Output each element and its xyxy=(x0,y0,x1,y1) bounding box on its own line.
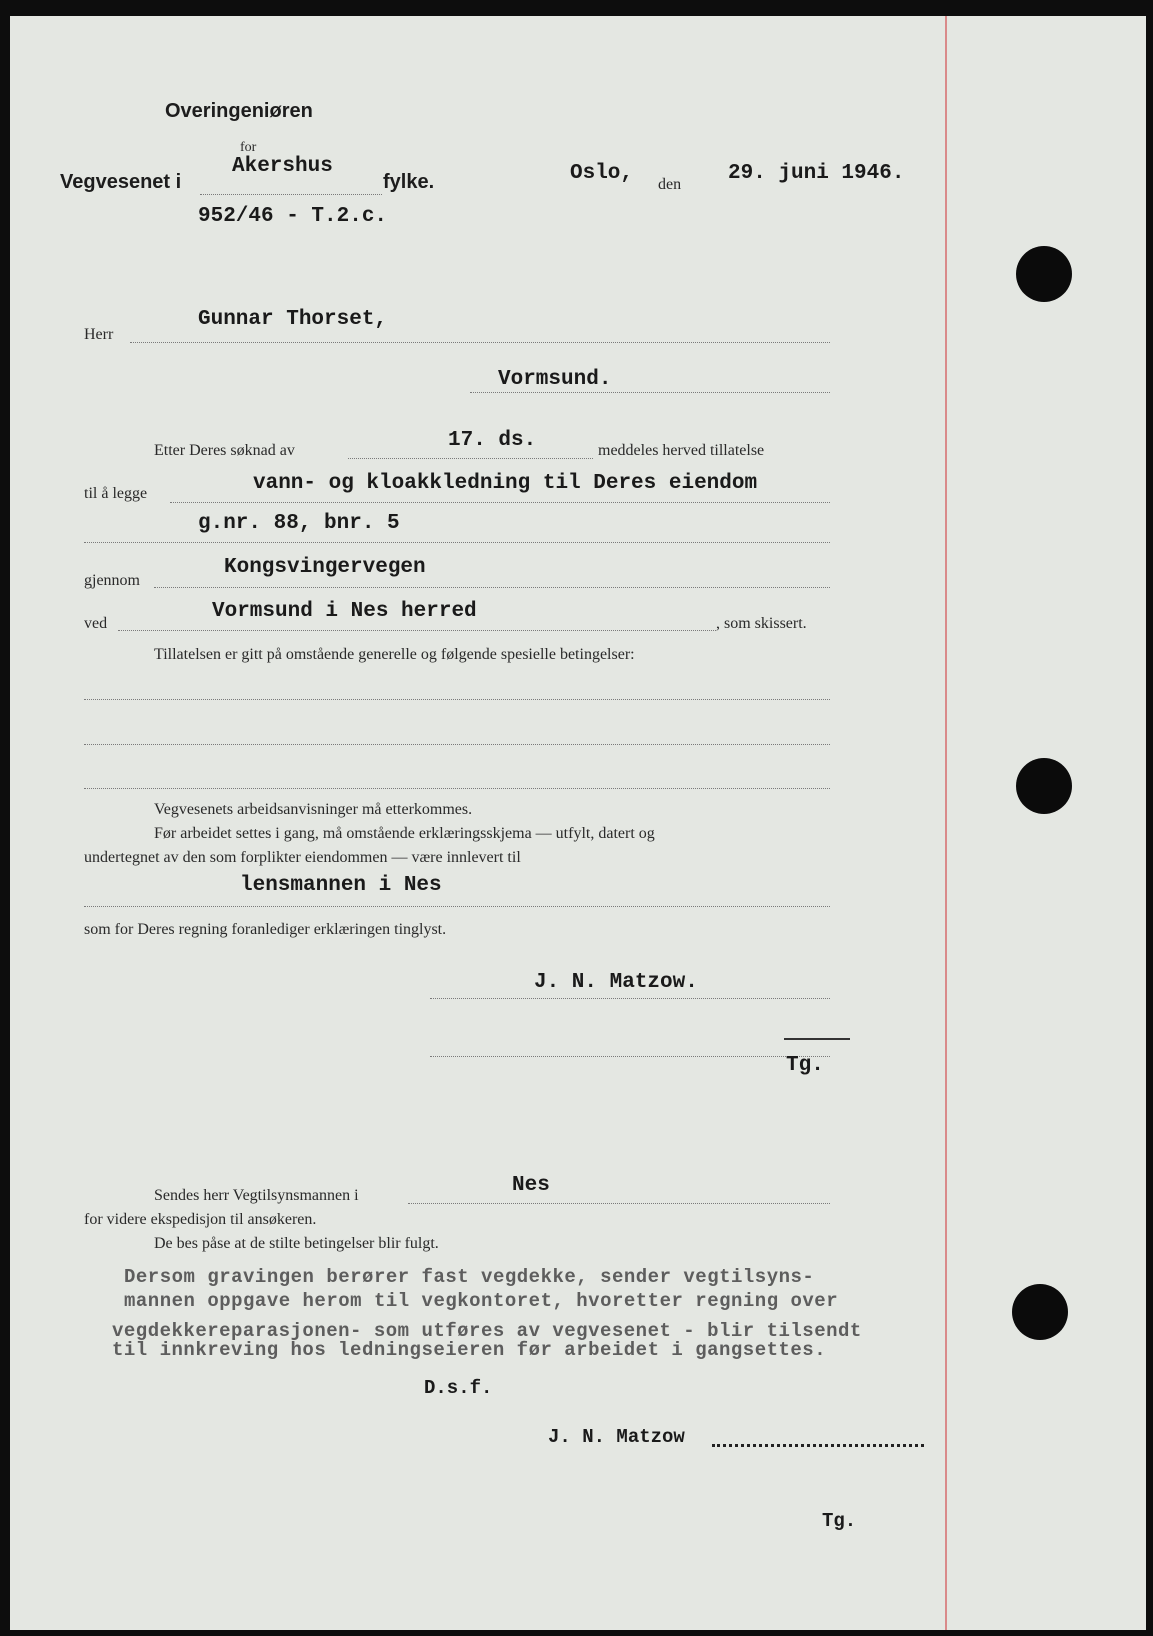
for-label: for xyxy=(240,140,257,155)
gjennom-label: gjennom xyxy=(84,572,140,589)
note-line-3: vegdekkereparasjonen- som utføres av vegvesenet - blir tilsendt xyxy=(112,1320,862,1342)
document-page xyxy=(10,16,1146,1630)
etter-label: Etter Deres søknad av xyxy=(154,442,295,459)
note-line-1: Dersom gravingen berører fast vegdekke, sender vegtilsyns- xyxy=(124,1266,815,1288)
instruction-line-1: Vegvesenets arbeidsanvisninger må etterkommes. xyxy=(154,801,473,818)
recipient-location: Vormsund. xyxy=(498,368,612,391)
margin-line xyxy=(945,16,947,1630)
letterhead-title: Overingeniøren xyxy=(165,100,313,122)
letter-date: 29. juni 1946. xyxy=(728,162,905,185)
note-line-4: til innkreving hos ledningseieren før arbeidet i gangsettes. xyxy=(112,1339,827,1361)
forwarding-line-2: for videre ekspedisjon til ansøkeren. xyxy=(84,1211,317,1228)
signature-name-2: J. N. Matzow xyxy=(548,1426,685,1448)
signature-rule xyxy=(784,1038,850,1040)
work-description-2: g.nr. 88, bnr. 5 xyxy=(198,512,400,535)
den-label: den xyxy=(658,176,682,193)
reference-number: 952/46 - T.2.c. xyxy=(198,205,388,228)
closing-abbrev: D.s.f. xyxy=(424,1377,493,1399)
district-name: Nes xyxy=(512,1174,550,1197)
place-description: Vormsund i Nes herred xyxy=(212,600,477,623)
work-description-1: vann- og kloakkledning til Deres eiendom xyxy=(253,472,758,495)
signature-tg-2: Tg. xyxy=(822,1510,857,1532)
skissert-label: , som skissert. xyxy=(716,615,807,632)
county-name: Akershus xyxy=(232,155,333,178)
punch-hole-bottom xyxy=(1012,1284,1068,1340)
conditions-label: Tillatelsen er gitt på omstående generelle og følgende spesielle betingelser: xyxy=(154,646,635,663)
scan-edge xyxy=(0,0,10,1636)
application-date: 17. ds. xyxy=(448,429,537,452)
instruction-line-2: Før arbeidet settes i gang, må omstående erklæringsskjema — utfylt, datert og xyxy=(154,825,655,842)
note-line-2: mannen oppgave herom til vegkontoret, hvoretter regning over xyxy=(124,1290,839,1312)
punch-hole-top xyxy=(1016,246,1072,302)
road-name: Kongsvingervegen xyxy=(224,556,426,579)
meddeles-label: meddeles herved tillatelse xyxy=(598,442,765,459)
forwarding-line-3: De bes påse at de stilte betingelser blir fulgt. xyxy=(154,1235,439,1252)
office-suffix: fylke. xyxy=(383,171,435,193)
punch-hole-middle xyxy=(1016,758,1072,814)
recipient-name: Gunnar Thorset, xyxy=(198,308,388,331)
ved-label: ved xyxy=(84,615,108,632)
instruction-line-3: undertegnet av den som forplikter eiendommen — være innlevert til xyxy=(84,849,521,866)
authority-name: lensmannen i Nes xyxy=(240,874,442,897)
office-prefix: Vegvesenet i xyxy=(60,171,182,193)
place-name: Oslo, xyxy=(570,162,634,185)
instruction-line-4: som for Deres regning foranlediger erklæringen tinglyst. xyxy=(84,921,447,938)
herr-label: Herr xyxy=(84,326,114,343)
til-legge-label: til å legge xyxy=(84,485,148,502)
sendes-label: Sendes herr Vegtilsynsmannen i xyxy=(154,1187,359,1204)
signature-tg-1: Tg. xyxy=(786,1054,824,1077)
signature-name-1: J. N. Matzow. xyxy=(534,971,698,994)
